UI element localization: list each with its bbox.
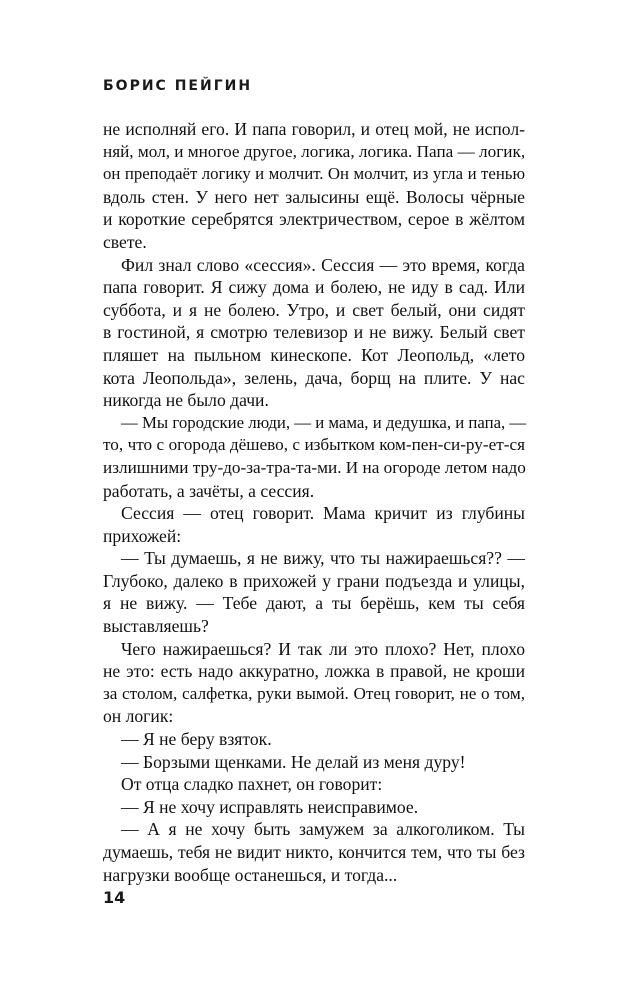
text-line: и короткие серебрятся электричеством, серое в жёлтом [103, 209, 525, 230]
text-line: никогда не было дачи. [103, 390, 269, 411]
text-line: суббота, и я не болею. Утро, и свет белый, они сидят [103, 299, 525, 320]
text-line: то, что с огорода дёшево, с избытком ком-пен-си-ру-ет-ся [103, 435, 525, 455]
text-line: не это: есть надо аккуратно, ложка в правой, не кроши [103, 661, 525, 682]
text-line: свете. [103, 231, 147, 252]
text-line: нагрузки вообще останешься, и тогда... [103, 864, 398, 885]
text-line: не исполняй его. И папа говорил, и отец мой, не испол- [103, 119, 525, 139]
text-line: — Борзыми щенками. Не делай из меня дуру! [121, 751, 466, 772]
text-line: Фил знал слово «сессия». Сессия — это время, когда [121, 254, 525, 275]
text-line: выставляешь? [103, 616, 209, 637]
text-line: От отца сладко пахнет, он говорит: [121, 774, 383, 795]
text-line: думаешь, тебя не видит никто, кончится тем, что ты без [103, 842, 525, 862]
text-line: вдоль стен. У него нет залысины ещё. Волосы чёрные [103, 186, 525, 207]
text-line: Чего нажираешься? И так ли это плохо? Нет, плохо [121, 638, 525, 659]
text-line: — А я не хочу быть замужем за алкоголиком. Ты [121, 819, 525, 840]
text-line: я не вижу. — Тебе дают, а ты берёшь, кем ты себя [103, 593, 525, 614]
text-line: работать, а зачёты, а сессия. [103, 480, 315, 501]
body-text [103, 118, 525, 886]
text-line: кота Леопольда», зелень, дача, борщ на плите. У нас [103, 367, 525, 388]
text-line: папа говорит. Я сижу дома и болею, не иду в сад. Или [103, 277, 525, 298]
text-line: он преподаёт логику и молчит. Он молчит, из угла и тенью [103, 164, 525, 184]
text-line: пляшет на пыльном кинескопе. Кот Леопольд, «лето [103, 344, 525, 365]
text-line: Сессия — отец говорит. Мама кричит из глубины [121, 503, 525, 524]
text-line: — Мы городские люди, — и мама, и дедушка, и папа, — [121, 412, 527, 432]
text-line: — Ты думаешь, я не вижу, что ты нажираешься?? — [121, 548, 525, 569]
text-line: за столом, салфетка, руки вымой. Отец говорит, не о том, [103, 683, 525, 703]
text-line: няй, мол, и многое другое, логика, логика. Папа — логик, [103, 141, 526, 161]
running-head-author: БОРИС ПЕЙГИН [103, 78, 253, 94]
text-line: Глубоко, далеко в прихожей у грани подъезда и улицы, [103, 570, 525, 591]
text-line: он логик: [103, 706, 174, 727]
text-line: излишними тру-до-за-тра-та-ми. И на огороде летом надо [103, 457, 526, 477]
text-line: — Я не хочу исправлять неисправимое. [121, 796, 419, 817]
text-line: в гостиной, я смотрю телевизор и не вижу. Белый свет [103, 322, 525, 343]
text-line: прихожей: [103, 525, 182, 546]
page-number: 14 [103, 888, 126, 907]
text-line: — Я не беру взяток. [121, 729, 272, 750]
